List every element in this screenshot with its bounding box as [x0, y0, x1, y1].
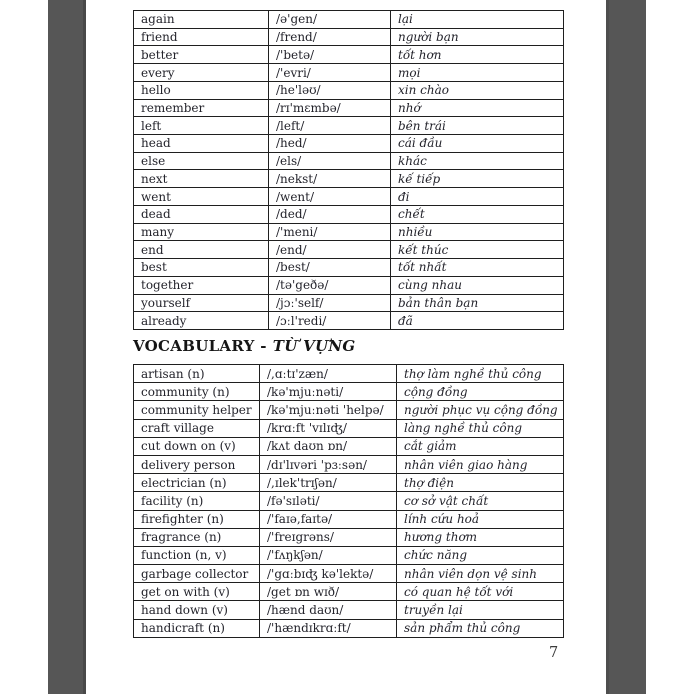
meaning-cell: chức năng	[397, 546, 564, 564]
table-row	[134, 565, 564, 583]
heading-main: VOCABULARY -	[133, 337, 267, 355]
table-row	[134, 241, 564, 259]
table-row	[134, 312, 564, 330]
meaning-cell: tốt hơn	[391, 46, 564, 64]
meaning-cell: cộng đồng	[397, 383, 564, 401]
meaning-cell: hương thơm	[397, 528, 564, 546]
word-cell: remember	[134, 99, 269, 117]
ipa-cell: /he'ləʊ/	[269, 81, 391, 99]
word-cell: friend	[134, 28, 269, 46]
meaning-cell: khác	[391, 152, 564, 170]
meaning-cell: sản phẩm thủ công	[397, 619, 564, 637]
pronunciation-table	[133, 10, 564, 330]
page-number: 7	[549, 645, 559, 661]
table-row	[134, 383, 564, 401]
ipa-cell: /kə'mjuːnəti/	[260, 383, 397, 401]
ipa-cell: /ɔːl'redi/	[269, 312, 391, 330]
word-cell: head	[134, 135, 269, 153]
meaning-cell: làng nghề thủ công	[397, 419, 564, 437]
word-cell: community (n)	[134, 383, 260, 401]
word-cell: electrician (n)	[134, 474, 260, 492]
heading-sub: TỪ VỰNG	[272, 337, 356, 355]
table-row	[134, 46, 564, 64]
ipa-cell: /frend/	[269, 28, 391, 46]
meaning-cell: thợ làm nghề thủ công	[397, 365, 564, 383]
meaning-cell: người phục vụ cộng đồng	[397, 401, 564, 419]
ipa-cell: /'hændɪkrɑːft/	[260, 619, 397, 637]
vocabulary-table	[133, 364, 564, 638]
word-cell: cut down on (v)	[134, 437, 260, 455]
ipa-cell: /krɑːft 'vɪlɪʤ/	[260, 419, 397, 437]
ipa-cell: /left/	[269, 117, 391, 135]
table-row	[134, 81, 564, 99]
meaning-cell: bản thân bạn	[391, 294, 564, 312]
ipa-cell: /best/	[269, 259, 391, 277]
table-row	[134, 401, 564, 419]
meaning-cell: cùng nhau	[391, 276, 564, 294]
meaning-cell: bên trái	[391, 117, 564, 135]
ipa-cell: /'fʌŋkʃən/	[260, 546, 397, 564]
ipa-cell: /'freɪgrəns/	[260, 528, 397, 546]
table-row	[134, 99, 564, 117]
ipa-cell: /kə'mjuːnəti 'helpə/	[260, 401, 397, 419]
word-cell: went	[134, 188, 269, 206]
ipa-cell: /rɪ'mɛmbə/	[269, 99, 391, 117]
meaning-cell: nhiều	[391, 223, 564, 241]
table-row	[134, 601, 564, 619]
word-cell: craft village	[134, 419, 260, 437]
word-cell: get on with (v)	[134, 583, 260, 601]
ipa-cell: /hed/	[269, 135, 391, 153]
meaning-cell: truyền lại	[397, 601, 564, 619]
ipa-cell: /'faɪə,faɪtə/	[260, 510, 397, 528]
word-cell: else	[134, 152, 269, 170]
word-cell: together	[134, 276, 269, 294]
word-cell: delivery person	[134, 455, 260, 473]
meaning-cell: nhân viên giao hàng	[397, 455, 564, 473]
table-row	[134, 64, 564, 82]
word-cell: better	[134, 46, 269, 64]
word-cell: fragrance (n)	[134, 528, 260, 546]
meaning-cell: có quan hệ tốt với	[397, 583, 564, 601]
word-cell: hello	[134, 81, 269, 99]
word-cell: next	[134, 170, 269, 188]
table-row	[134, 546, 564, 564]
meaning-cell: mọi	[391, 64, 564, 82]
ipa-cell: /els/	[269, 152, 391, 170]
page-backdrop-right	[606, 0, 646, 694]
ipa-cell: /dɪ'lɪvəri 'pɜːsən/	[260, 455, 397, 473]
word-cell: every	[134, 64, 269, 82]
table-row	[134, 276, 564, 294]
ipa-cell: /kʌt daʊn ɒn/	[260, 437, 397, 455]
meaning-cell: người bạn	[391, 28, 564, 46]
meaning-cell: cắt giảm	[397, 437, 564, 455]
table-row	[134, 170, 564, 188]
vocabulary-section-heading	[133, 337, 356, 355]
page-backdrop-left	[48, 0, 86, 694]
ipa-cell: /'gɑːbɪʤ kə'lektə/	[260, 565, 397, 583]
word-cell: hand down (v)	[134, 601, 260, 619]
meaning-cell: nhớ	[391, 99, 564, 117]
table-row	[134, 437, 564, 455]
table-row	[134, 135, 564, 153]
ipa-cell: /ded/	[269, 205, 391, 223]
table-row	[134, 11, 564, 29]
meaning-cell: xin chào	[391, 81, 564, 99]
table-row	[134, 583, 564, 601]
table-row	[134, 474, 564, 492]
table-row	[134, 619, 564, 637]
word-cell: end	[134, 241, 269, 259]
meaning-cell: thợ điện	[397, 474, 564, 492]
table-row	[134, 152, 564, 170]
table-row	[134, 188, 564, 206]
table-row	[134, 528, 564, 546]
word-cell: left	[134, 117, 269, 135]
meaning-cell: cơ sở vật chất	[397, 492, 564, 510]
meaning-cell: chết	[391, 205, 564, 223]
word-cell: garbage collector	[134, 565, 260, 583]
word-cell: firefighter (n)	[134, 510, 260, 528]
meaning-cell: kế tiếp	[391, 170, 564, 188]
word-cell: function (n, v)	[134, 546, 260, 564]
ipa-cell: /get ɒn wɪð/	[260, 583, 397, 601]
table-row	[134, 455, 564, 473]
ipa-cell: /fə'sɪləti/	[260, 492, 397, 510]
word-cell: dead	[134, 205, 269, 223]
word-cell: best	[134, 259, 269, 277]
ipa-cell: /ə'gen/	[269, 11, 391, 29]
table-row	[134, 259, 564, 277]
ipa-cell: /jɔː'self/	[269, 294, 391, 312]
word-cell: many	[134, 223, 269, 241]
meaning-cell: nhân viên dọn vệ sinh	[397, 565, 564, 583]
table-row	[134, 365, 564, 383]
word-cell: yourself	[134, 294, 269, 312]
meaning-cell: kết thúc	[391, 241, 564, 259]
ipa-cell: /,ɪlek'trɪʃən/	[260, 474, 397, 492]
word-cell: again	[134, 11, 269, 29]
ipa-cell: /nekst/	[269, 170, 391, 188]
word-cell: artisan (n)	[134, 365, 260, 383]
meaning-cell: lính cứu hoả	[397, 510, 564, 528]
table-row	[134, 294, 564, 312]
table-row	[134, 223, 564, 241]
meaning-cell: cái đầu	[391, 135, 564, 153]
word-cell: already	[134, 312, 269, 330]
ipa-cell: /'betə/	[269, 46, 391, 64]
table-row	[134, 419, 564, 437]
ipa-cell: /,ɑːtɪ'zæn/	[260, 365, 397, 383]
table-row	[134, 117, 564, 135]
table-row	[134, 492, 564, 510]
ipa-cell: /end/	[269, 241, 391, 259]
ipa-cell: /'evri/	[269, 64, 391, 82]
meaning-cell: tốt nhất	[391, 259, 564, 277]
meaning-cell: lại	[391, 11, 564, 29]
table-row	[134, 205, 564, 223]
ipa-cell: /hænd daʊn/	[260, 601, 397, 619]
word-cell: handicraft (n)	[134, 619, 260, 637]
ipa-cell: /went/	[269, 188, 391, 206]
table-row	[134, 28, 564, 46]
ipa-cell: /'meni/	[269, 223, 391, 241]
word-cell: community helper	[134, 401, 260, 419]
table-row	[134, 510, 564, 528]
meaning-cell: đi	[391, 188, 564, 206]
ipa-cell: /tə'geðə/	[269, 276, 391, 294]
word-cell: facility (n)	[134, 492, 260, 510]
meaning-cell: đã	[391, 312, 564, 330]
